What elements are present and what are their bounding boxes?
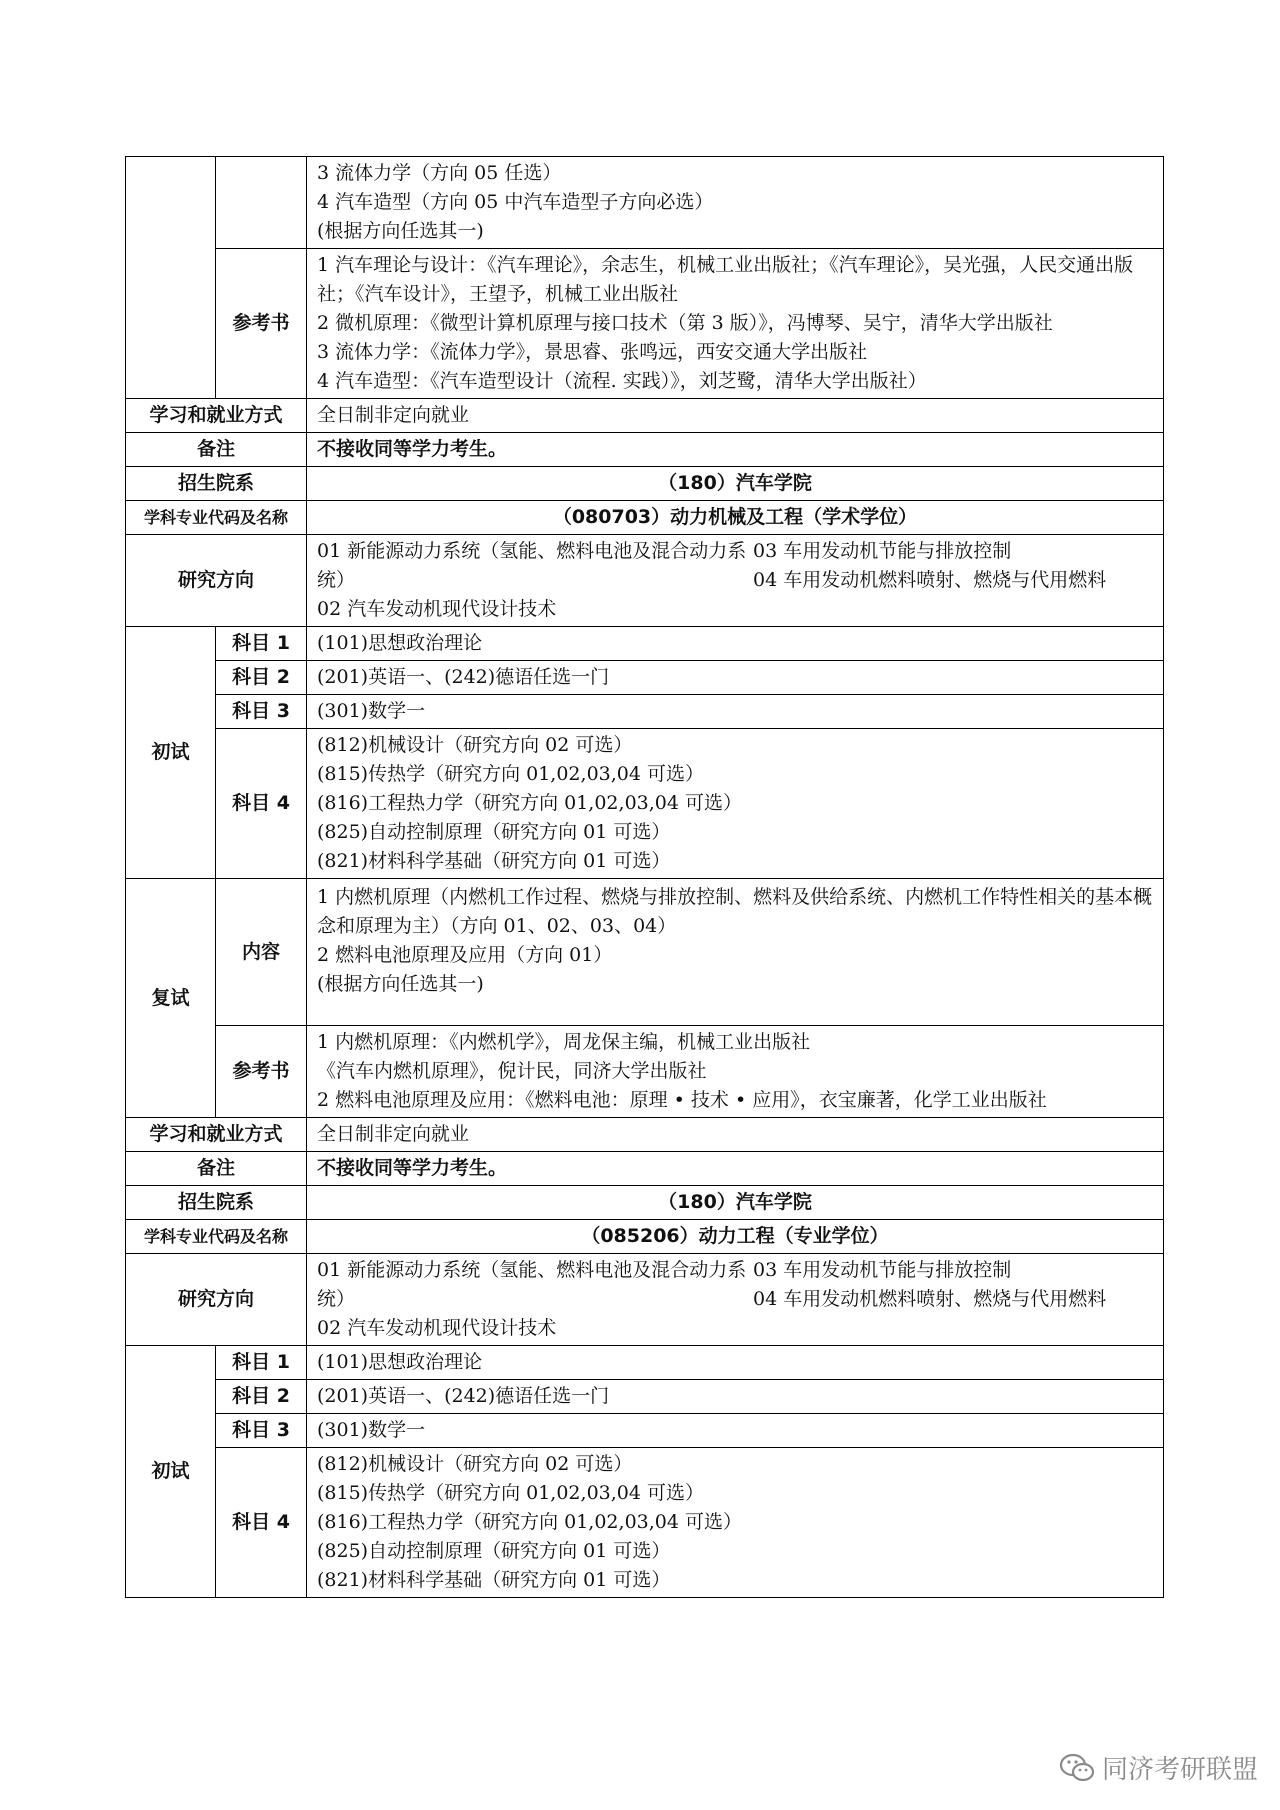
- school-label: 招生院系: [126, 1186, 307, 1220]
- note-value: 不接收同等学力考生。: [307, 1152, 1164, 1186]
- directions-label: 研究方向: [126, 1254, 307, 1346]
- subject-value: (101)思想政治理论: [307, 627, 1164, 661]
- subject-value: (201)英语一、(242)德语任选一门: [307, 661, 1164, 695]
- table-row: [126, 1152, 1164, 1186]
- subject-line: (812)机械设计（研究方向 02 可选）: [317, 734, 633, 756]
- subject-line: (812)机械设计（研究方向 02 可选）: [317, 1453, 633, 1475]
- subject-label: 科目 4: [216, 1448, 307, 1598]
- study-mode-value: 全日制非定向就业: [307, 1118, 1164, 1152]
- ref-line: 1 内燃机原理：《内燃机学》，周龙保主编，机械工业出版社: [317, 1031, 811, 1053]
- table-row: [126, 1380, 1164, 1414]
- direction-item: 02 汽车发动机现代设计技术: [317, 1317, 557, 1339]
- retest-content-label: 内容: [216, 879, 307, 1026]
- subject-value: (301)数学一: [307, 1414, 1164, 1448]
- prelim-label: 初试: [126, 1346, 216, 1598]
- ref-line: 《汽车内燃机原理》，倪计民，同济大学出版社: [317, 1060, 707, 1082]
- table-row: [126, 157, 1164, 249]
- directions-label: 研究方向: [126, 535, 307, 627]
- table-row: [126, 661, 1164, 695]
- ref-line: 2 微机原理：《微型计算机原理与接口技术（第 3 版）》，冯博琴、吴宁，清华大学出版社: [317, 312, 1053, 334]
- table-row: [126, 1448, 1164, 1598]
- study-mode-label: 学习和就业方式: [126, 1118, 307, 1152]
- refs-cell: [307, 249, 1164, 399]
- table-row: [126, 627, 1164, 661]
- content-line: 3 流体力学（方向 05 任选）: [317, 162, 562, 184]
- table-row: [126, 467, 1164, 501]
- major-label: 学科专业代码及名称: [126, 501, 307, 535]
- subject-line: (825)自动控制原理（研究方向 01 可选）: [317, 821, 671, 843]
- subject-line: (816)工程热力学（研究方向 01,02,03,04 可选）: [317, 792, 742, 814]
- direction-item: 01 新能源动力系统（氢能、燃料电池及混合动力系统）: [317, 540, 747, 591]
- table-row: [126, 879, 1164, 1026]
- refs-cell: [307, 1026, 1164, 1118]
- subject-label: 科目 1: [216, 1346, 307, 1380]
- watermark: [1058, 1749, 1258, 1786]
- study-mode-label: 学习和就业方式: [126, 399, 307, 433]
- directions-cell: [307, 1254, 1164, 1346]
- table-row: [126, 729, 1164, 879]
- directions-cell: [307, 535, 1164, 627]
- ref-line: 2 燃料电池原理及应用：《燃料电池：原理 • 技术 • 应用》，衣宝廉著，化学工业出版社: [317, 1089, 1047, 1111]
- prelim-label: 初试: [126, 627, 216, 879]
- subject-label: 科目 1: [216, 627, 307, 661]
- direction-item: 01 新能源动力系统（氢能、燃料电池及混合动力系统）: [317, 1259, 747, 1310]
- refs-label: 参考书: [216, 249, 307, 399]
- subject-label: 科目 4: [216, 729, 307, 879]
- school-value: （180）汽车学院: [307, 467, 1164, 501]
- major-label: 学科专业代码及名称: [126, 1220, 307, 1254]
- content-line: 4 汽车造型（方向 05 中汽车造型子方向必选）: [317, 191, 714, 213]
- table-row: [126, 535, 1164, 627]
- subject-value: [307, 729, 1164, 879]
- table-row: [126, 1346, 1164, 1380]
- subject-line: (821)材料科学基础（研究方向 01 可选）: [317, 1569, 671, 1591]
- retest-label: 复试: [126, 879, 216, 1118]
- table-row: [126, 1186, 1164, 1220]
- table-row: [126, 501, 1164, 535]
- note-label: 备注: [126, 1152, 307, 1186]
- direction-item: 04 车用发动机燃料喷射、燃烧与代用燃料: [753, 1288, 1107, 1310]
- ref-line: 3 流体力学：《流体力学》，景思睿、张鸣远，西安交通大学出版社: [317, 341, 868, 363]
- watermark-text: 同济考研联盟: [1101, 1755, 1258, 1785]
- continued-sub-label-cell: [216, 157, 307, 249]
- ref-line: 4 汽车造型：《汽车造型设计（流程. 实践）》，刘芝鹭，清华大学出版社）: [317, 370, 927, 392]
- subject-line: (821)材料科学基础（研究方向 01 可选）: [317, 850, 671, 872]
- subject-value: (101)思想政治理论: [307, 1346, 1164, 1380]
- table-row: [126, 249, 1164, 399]
- subject-value: (201)英语一、(242)德语任选一门: [307, 1380, 1164, 1414]
- subject-value: (301)数学一: [307, 695, 1164, 729]
- subject-label: 科目 3: [216, 695, 307, 729]
- direction-item: 02 汽车发动机现代设计技术: [317, 598, 557, 620]
- table-row: [126, 1026, 1164, 1118]
- content-line: (根据方向任选其一): [317, 973, 484, 995]
- refs-label: 参考书: [216, 1026, 307, 1118]
- continued-label-cell: [126, 157, 216, 399]
- subject-line: (825)自动控制原理（研究方向 01 可选）: [317, 1540, 671, 1562]
- content-line: 1 内燃机原理（内燃机工作过程、燃烧与排放控制、燃料及供给系统、内燃机工作特性相关的基本概念和原理为主）（方向 01、02、03、04）: [317, 886, 1153, 937]
- table-row: [126, 1254, 1164, 1346]
- subject-label: 科目 2: [216, 661, 307, 695]
- subject-value: [307, 1448, 1164, 1598]
- subject-line: (816)工程热力学（研究方向 01,02,03,04 可选）: [317, 1511, 742, 1533]
- major-value: （085206）动力工程（专业学位）: [307, 1220, 1164, 1254]
- major-value: （080703）动力机械及工程（学术学位）: [307, 501, 1164, 535]
- school-label: 招生院系: [126, 467, 307, 501]
- retest-content-cell: [307, 157, 1164, 249]
- school-value: （180）汽车学院: [307, 1186, 1164, 1220]
- table-row: [126, 1414, 1164, 1448]
- subject-line: (815)传热学（研究方向 01,02,03,04 可选）: [317, 1482, 704, 1504]
- content-line: (根据方向任选其一): [317, 220, 484, 242]
- subject-line: (815)传热学（研究方向 01,02,03,04 可选）: [317, 763, 704, 785]
- direction-item: 04 车用发动机燃料喷射、燃烧与代用燃料: [753, 569, 1107, 591]
- direction-item: 03 车用发动机节能与排放控制: [753, 540, 1012, 562]
- study-mode-value: 全日制非定向就业: [307, 399, 1164, 433]
- content-line: 2 燃料电池原理及应用（方向 01）: [317, 944, 613, 966]
- wechat-icon: [1058, 1752, 1096, 1784]
- table-row: [126, 399, 1164, 433]
- retest-content-cell: [307, 879, 1164, 1026]
- note-label: 备注: [126, 433, 307, 467]
- ref-line: 1 汽车理论与设计：《汽车理论》，余志生，机械工业出版社；《汽车理论》，吴光强，人民交通出版社；《汽车设计》，王望予，机械工业出版社: [317, 254, 1134, 305]
- table-row: [126, 1118, 1164, 1152]
- direction-item: 03 车用发动机节能与排放控制: [753, 1259, 1012, 1281]
- subject-label: 科目 2: [216, 1380, 307, 1414]
- admission-table: [125, 156, 1164, 1598]
- table-row: [126, 1220, 1164, 1254]
- table-row: [126, 433, 1164, 467]
- note-value: 不接收同等学力考生。: [307, 433, 1164, 467]
- subject-label: 科目 3: [216, 1414, 307, 1448]
- table-row: [126, 695, 1164, 729]
